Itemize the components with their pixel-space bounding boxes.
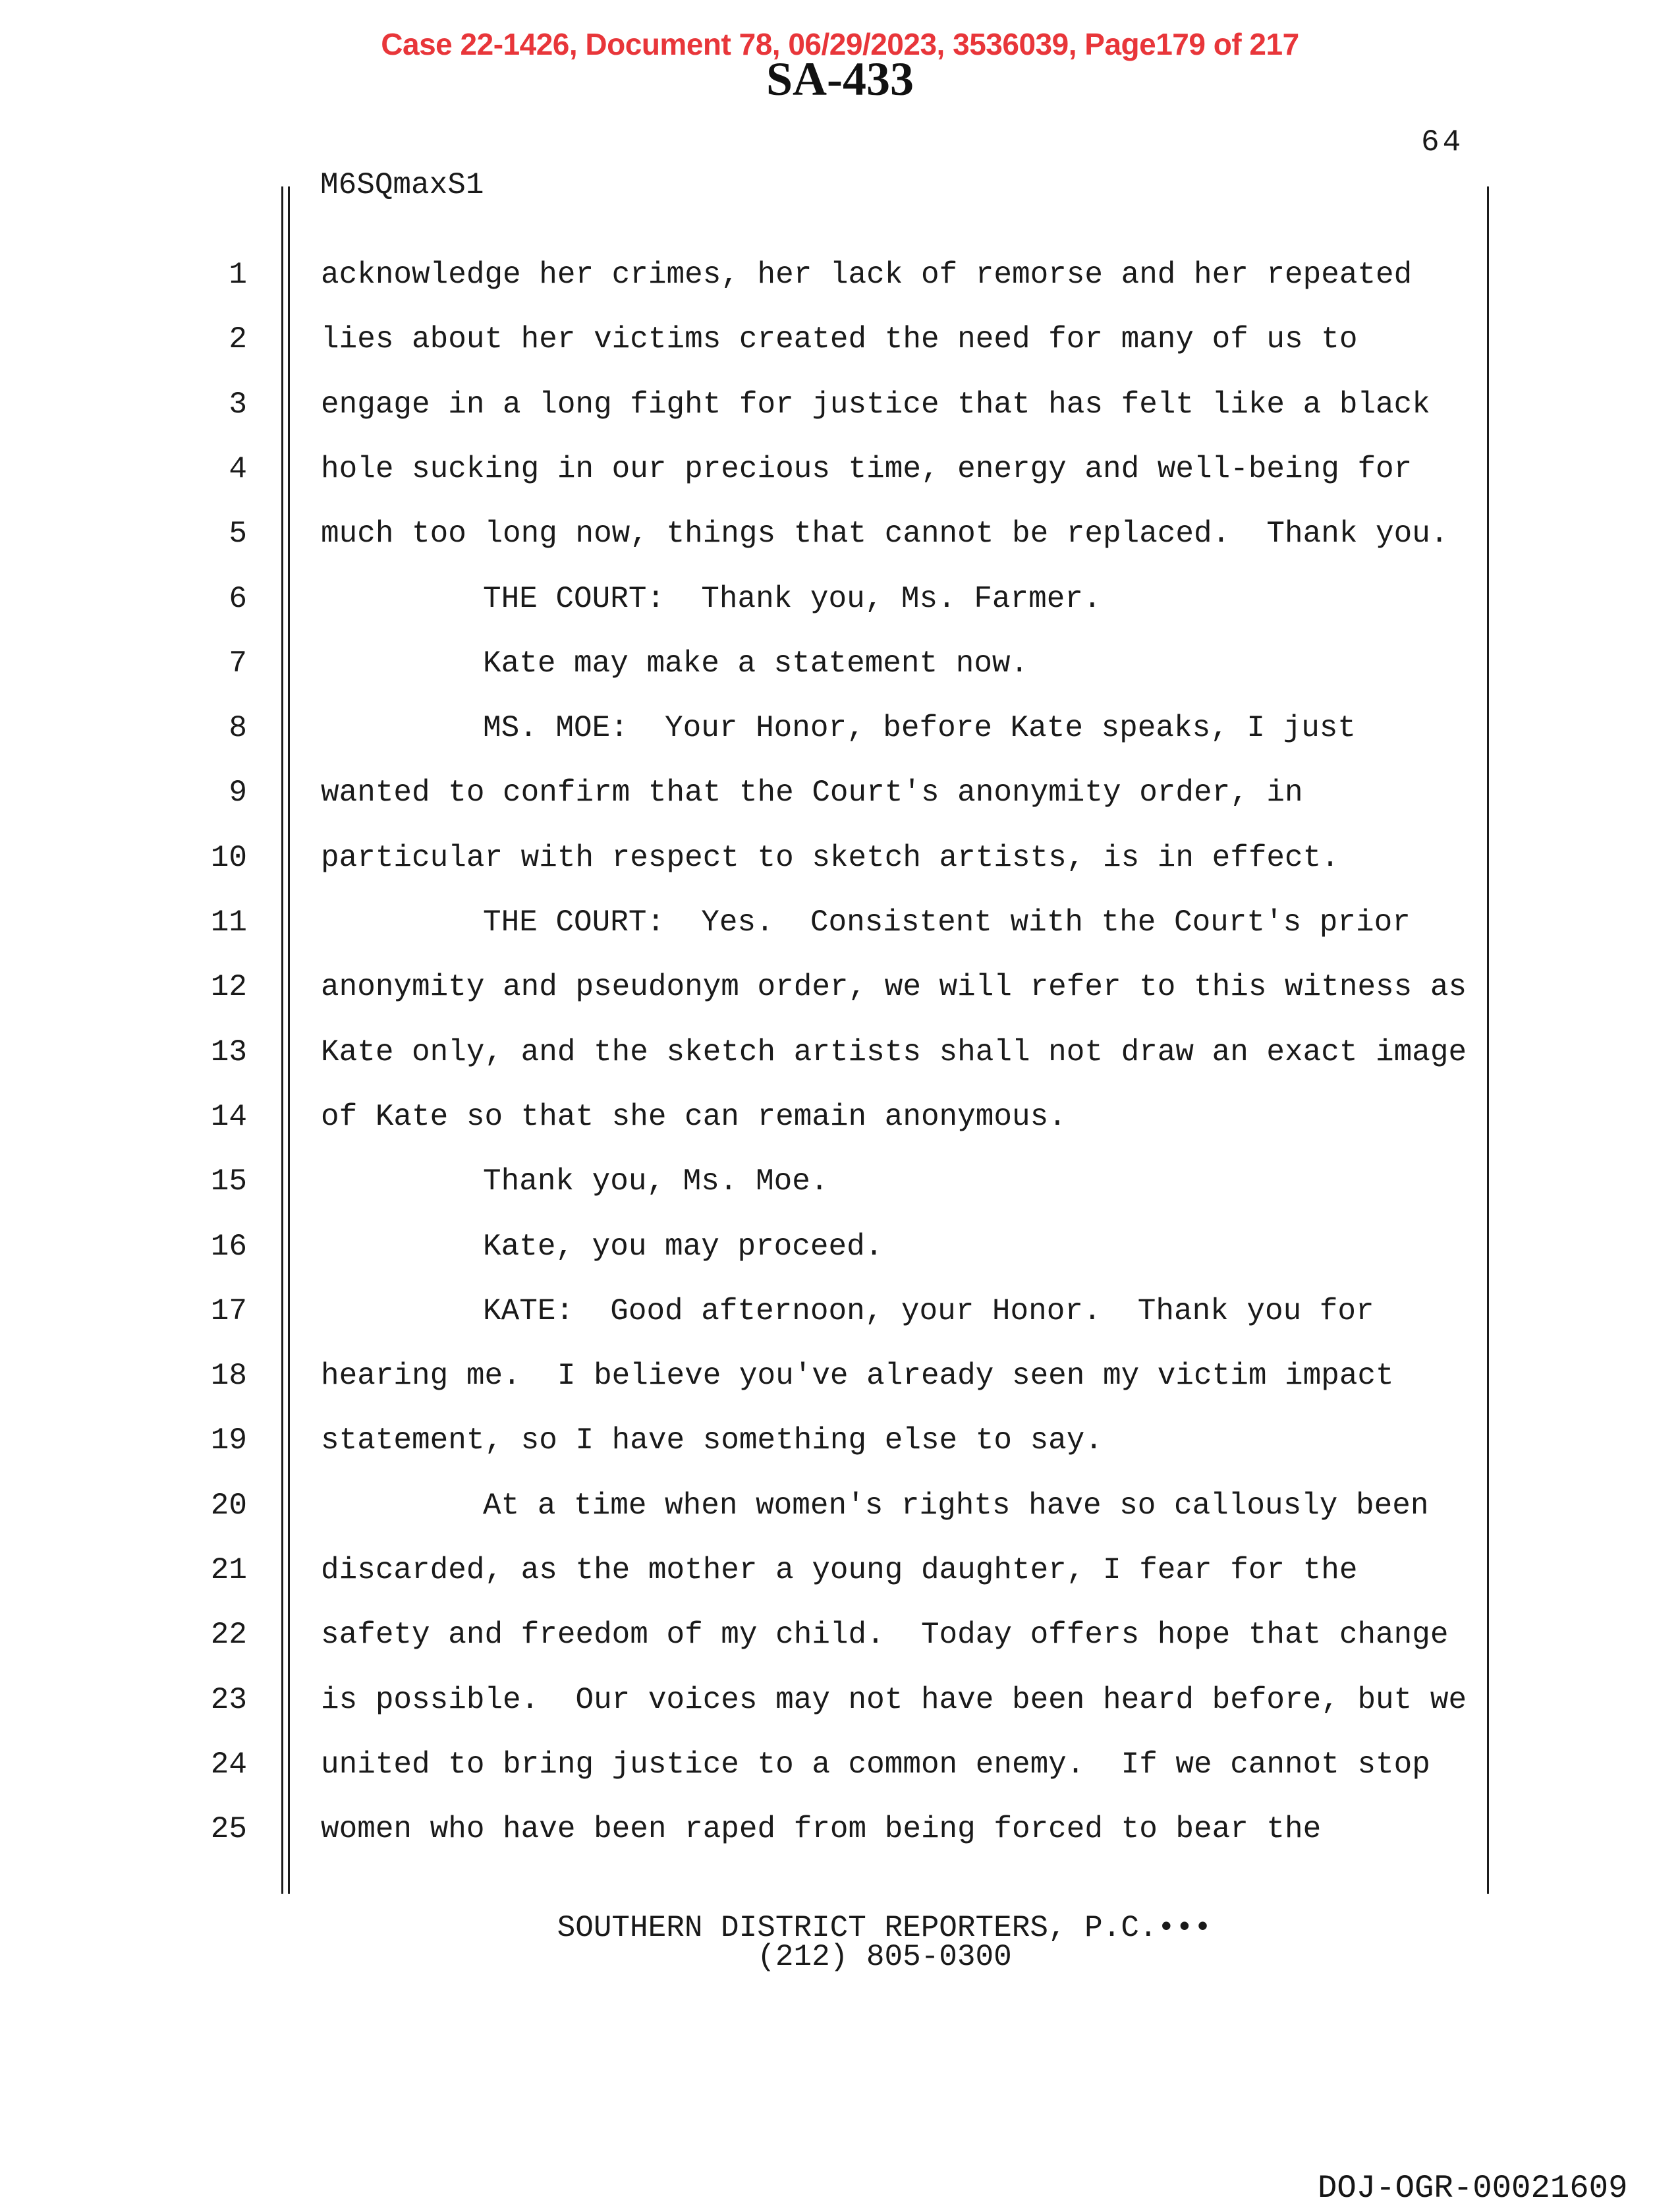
line-number-3: 3 <box>229 387 247 422</box>
session-id-label: M6SQmaxS1 <box>320 168 484 202</box>
transcript-line-text-7: Kate may make a statement now. <box>483 646 1029 681</box>
line-number-10: 10 <box>210 841 247 875</box>
transcript-line-text-22: safety and freedom of my child. Today offers hope that change <box>321 1618 1449 1652</box>
line-number-14: 14 <box>210 1100 247 1134</box>
line-number-4: 4 <box>229 452 247 486</box>
transcript-line-text-13: Kate only, and the sketch artists shall not draw an exact image <box>321 1035 1467 1069</box>
line-number-9: 9 <box>229 776 247 810</box>
line-number-20: 20 <box>210 1489 247 1523</box>
transcript-line-text-21: discarded, as the mother a young daughter, I fear for the <box>321 1553 1358 1587</box>
transcript-line-text-10: particular with respect to sketch artists, is in effect. <box>321 841 1339 875</box>
line-number-2: 2 <box>229 322 247 356</box>
transcript-line-text-3: engage in a long fight for justice that has felt like a black <box>321 387 1430 422</box>
transcript-line-text-4: hole sucking in our precious time, energy and well-being for <box>321 452 1413 486</box>
line-number-22: 22 <box>210 1618 247 1652</box>
line-number-11: 11 <box>210 905 247 940</box>
transcript-line-text-15: Thank you, Ms. Moe. <box>483 1164 829 1199</box>
right-margin-rule <box>1487 186 1489 1894</box>
transcript-line-text-24: united to bring justice to a common enemy. If we cannot stop <box>321 1747 1430 1782</box>
reporter-name-footer: SOUTHERN DISTRICT REPORTERS, P.C.••• <box>557 1911 1212 1945</box>
reporter-phone-footer: (212) 805-0300 <box>757 1940 1012 1974</box>
line-number-23: 23 <box>210 1683 247 1717</box>
transcript-line-text-19: statement, so I have something else to say. <box>321 1423 1103 1458</box>
line-number-24: 24 <box>210 1747 247 1782</box>
transcript-line-text-2: lies about her victims created the need for many of us to <box>321 322 1358 356</box>
appendix-page-label: SA-433 <box>766 53 914 105</box>
line-number-18: 18 <box>210 1359 247 1393</box>
transcript-line-text-25: women who have been raped from being forced to bear the <box>321 1812 1322 1846</box>
left-margin-rule-inner <box>288 186 290 1894</box>
transcript-line-text-1: acknowledge her crimes, her lack of remorse and her repeated <box>321 258 1413 292</box>
transcript-line-text-12: anonymity and pseudonym order, we will refer to this witness as <box>321 970 1467 1004</box>
line-number-17: 17 <box>210 1294 247 1328</box>
line-number-5: 5 <box>229 517 247 551</box>
line-number-1: 1 <box>229 258 247 292</box>
transcript-line-text-20: At a time when women's rights have so callously been <box>483 1489 1429 1523</box>
transcript-line-text-5: much too long now, things that cannot be replaced. Thank you. <box>321 517 1449 551</box>
line-number-13: 13 <box>210 1035 247 1069</box>
transcript-line-text-17: KATE: Good afternoon, your Honor. Thank you for <box>483 1294 1374 1328</box>
transcript-line-text-6: THE COURT: Thank you, Ms. Farmer. <box>483 582 1102 616</box>
line-number-16: 16 <box>210 1230 247 1264</box>
transcript-line-text-23: is possible. Our voices may not have been heard before, but we <box>321 1683 1467 1717</box>
transcript-line-text-11: THE COURT: Yes. Consistent with the Court's prior <box>483 905 1411 940</box>
line-number-15: 15 <box>210 1164 247 1199</box>
line-number-25: 25 <box>210 1812 247 1846</box>
transcript-line-text-16: Kate, you may proceed. <box>483 1230 883 1264</box>
left-margin-rule-outer <box>281 186 283 1894</box>
transcript-page-number: 64 <box>1421 125 1465 159</box>
line-number-8: 8 <box>229 711 247 745</box>
line-number-19: 19 <box>210 1423 247 1458</box>
bates-stamp: DOJ-OGR-00021609 <box>1318 2170 1628 2207</box>
transcript-line-text-8: MS. MOE: Your Honor, before Kate speaks, I just <box>483 711 1357 745</box>
transcript-line-text-9: wanted to confirm that the Court's anonymity order, in <box>321 776 1303 810</box>
transcript-line-text-14: of Kate so that she can remain anonymous. <box>321 1100 1067 1134</box>
line-number-21: 21 <box>210 1553 247 1587</box>
transcript-line-text-18: hearing me. I believe you've already seen my victim impact <box>321 1359 1394 1393</box>
line-number-6: 6 <box>229 582 247 616</box>
line-number-7: 7 <box>229 646 247 681</box>
line-number-12: 12 <box>210 970 247 1004</box>
case-header-stamp: Case 22-1426, Document 78, 06/29/2023, 3536039, Page179 of 217 <box>381 27 1299 61</box>
